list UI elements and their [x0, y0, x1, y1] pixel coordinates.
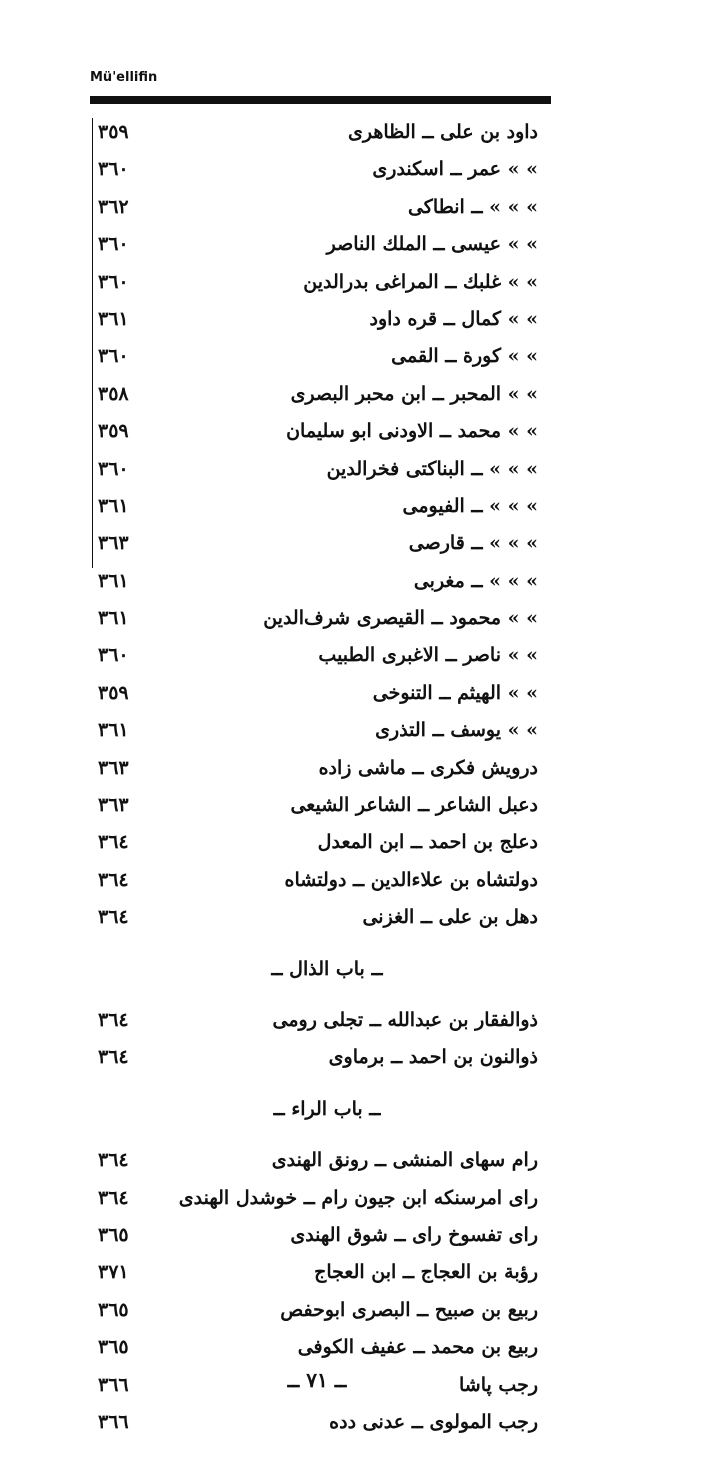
entry-name: ربیع بن صبیح ــ البصری ابوحفص: [280, 1298, 538, 1321]
index-entry: [0, 712, 704, 749]
index-list: [0, 114, 704, 1441]
index-entry: [0, 899, 704, 936]
entries-part3: [0, 1142, 704, 1441]
entry-name: » » » ــ مغربی: [413, 569, 538, 592]
entry-page-number: ٣٦٣: [98, 794, 129, 817]
entry-name: رؤبة بن العجاج ــ ابن العجاج: [314, 1261, 538, 1284]
entry-name: داود بن علی ــ الظاهری: [348, 121, 538, 143]
entries-part1: [0, 114, 704, 937]
entry-name: » » المحبر ــ ابن محبر البصری: [290, 382, 538, 405]
index-entry: [0, 413, 704, 450]
entry-page-number: ٣٦٢: [98, 195, 129, 218]
entry-page-number: ٣٦٠: [98, 270, 129, 293]
index-entry: [0, 1039, 704, 1076]
entry-page-number: ٣٦٦: [98, 1410, 129, 1433]
index-entry: [0, 525, 704, 562]
page-number: ــ ٧١ ــ: [287, 1368, 347, 1392]
entry-name: » » الهیثم ــ التنوخی: [372, 681, 538, 704]
entry-name: » » عیسی ــ الملك الناصر: [326, 233, 538, 256]
entry-page-number: ٣٥٩: [98, 681, 129, 704]
entry-page-number: ٣٦٥: [98, 1298, 129, 1321]
index-entry: [0, 1329, 704, 1366]
index-entry: [0, 637, 704, 674]
entry-page-number: ٣٦٤: [98, 868, 129, 891]
entry-name: رجب پاشا: [459, 1373, 538, 1396]
index-entry: [0, 787, 704, 824]
entry-page-number: ٣٦١: [98, 494, 129, 517]
entry-page-number: ٣٦١: [98, 719, 129, 742]
header-rule: [90, 96, 551, 104]
spacer: [0, 1128, 704, 1142]
entry-name: ذوالنون بن احمد ــ برماوی: [328, 1046, 538, 1069]
entry-name: دعبل الشاعر ــ الشاعر الشیعی: [290, 794, 538, 817]
entry-name: دهل بن علی ــ الغزنی: [362, 906, 538, 929]
entry-page-number: ٣٦٤: [98, 906, 129, 929]
entry-page-number: ٣٦٠: [98, 345, 129, 368]
index-entry: [0, 451, 704, 488]
entry-name: دولتشاه بن علاءالدین ــ دولتشاه: [284, 868, 538, 891]
index-entry: [0, 488, 704, 525]
entry-page-number: ٣٧١: [98, 1261, 129, 1284]
entry-page-number: ٣٦٠: [98, 644, 129, 667]
index-entry: [0, 1292, 704, 1329]
index-entry: [0, 1002, 704, 1039]
index-entry: [0, 1217, 704, 1254]
entry-page-number: ٣٦٤: [98, 1186, 129, 1209]
index-entry: [0, 1180, 704, 1217]
spacer: [0, 937, 704, 951]
entries-part2: [0, 1002, 704, 1077]
index-entry: [0, 301, 704, 338]
entry-name: ربیع بن محمد ــ عفیف الکوفی: [297, 1336, 538, 1359]
entry-page-number: ٣٥٩: [98, 420, 129, 443]
entry-name: » » کورة ــ القمی: [391, 345, 538, 368]
entry-name: رجب المولوی ــ عدنی دده: [329, 1410, 538, 1433]
entry-name: » » » ــ قارصی: [408, 532, 538, 555]
entry-page-number: ٣٦٣: [98, 532, 129, 555]
index-entry: [0, 114, 704, 151]
index-entry: [0, 1254, 704, 1291]
entry-page-number: ٣٦٠: [98, 233, 129, 256]
entry-name: » » محمد ــ الاودنی ابو سلیمان: [286, 420, 538, 443]
entry-name: » » کمال ــ قره داود: [369, 307, 538, 330]
entry-name: درویش فکری ــ ماشی زاده: [318, 756, 538, 779]
entry-name: دعلج بن احمد ــ ابن المعدل: [317, 831, 538, 854]
entry-page-number: ٣٦١: [98, 607, 129, 630]
entry-page-number: ٣٦١: [98, 569, 129, 592]
entry-page-number: ٣٦١: [98, 307, 129, 330]
entry-page-number: ٣٦٥: [98, 1336, 129, 1359]
entry-page-number: ٣٥٩: [98, 121, 129, 143]
entry-page-number: ٣٦٠: [98, 457, 129, 480]
entry-page-number: ٣٦٠: [98, 158, 129, 181]
spacer: [0, 1077, 704, 1091]
entry-name: رای تفسوخ رای ــ شوق الهندی: [290, 1223, 538, 1246]
entry-name: رام سهای المنشی ــ رونق الهندی: [271, 1149, 538, 1172]
entry-name: » » محمود ــ القیصری شرف‌الدین: [263, 607, 538, 630]
index-entry: [0, 151, 704, 188]
entry-name: » » غلبك ــ المراغی بدرالدین: [303, 270, 538, 293]
spacer: [0, 988, 704, 1002]
entry-page-number: ٣٦٥: [98, 1223, 129, 1246]
index-entry: [0, 338, 704, 375]
entry-name: » » یوسف ــ التذری: [375, 719, 538, 742]
running-header: Mü'ellifin: [90, 70, 158, 85]
index-entry: [0, 1142, 704, 1179]
index-entry: [0, 376, 704, 413]
entry-page-number: ٣٦٤: [98, 1046, 129, 1069]
section-heading-dhal: ــ باب الذال ــ: [271, 957, 383, 980]
entry-page-number: ٣٦٤: [98, 1149, 129, 1172]
index-entry: [0, 189, 704, 226]
index-entry: [0, 675, 704, 712]
entry-name: » » ناصر ــ الاغبری الطبیب: [318, 644, 538, 667]
entry-name: » » » ــ انطاکی: [407, 195, 538, 218]
index-entry: [0, 563, 704, 600]
index-entry: [0, 862, 704, 899]
entry-page-number: ٣٦٤: [98, 1008, 129, 1031]
index-entry: [0, 824, 704, 861]
index-entry: [0, 226, 704, 263]
entry-name: » » » ــ الفیومی: [402, 494, 538, 517]
index-entry: [0, 264, 704, 301]
index-entry: [0, 600, 704, 637]
entry-name: ذوالفقار بن عبدالله ــ تجلی رومی: [272, 1008, 538, 1031]
entry-page-number: ٣٦٦: [98, 1373, 129, 1396]
index-entry: [0, 1404, 704, 1441]
section-heading-ra: ــ باب الراء ــ: [273, 1097, 381, 1120]
entry-page-number: ٣٦٤: [98, 831, 129, 854]
index-entry: [0, 750, 704, 787]
entry-name: رای امرسنکه ابن جیون رام ــ خوشدل الهندی: [178, 1186, 538, 1209]
entry-name: » » عمر ــ اسکندری: [372, 158, 538, 181]
entry-page-number: ٣٥٨: [98, 382, 129, 405]
entry-page-number: ٣٦٣: [98, 756, 129, 779]
entry-name: » » » ــ البناکتی فخرالدین: [326, 457, 538, 480]
